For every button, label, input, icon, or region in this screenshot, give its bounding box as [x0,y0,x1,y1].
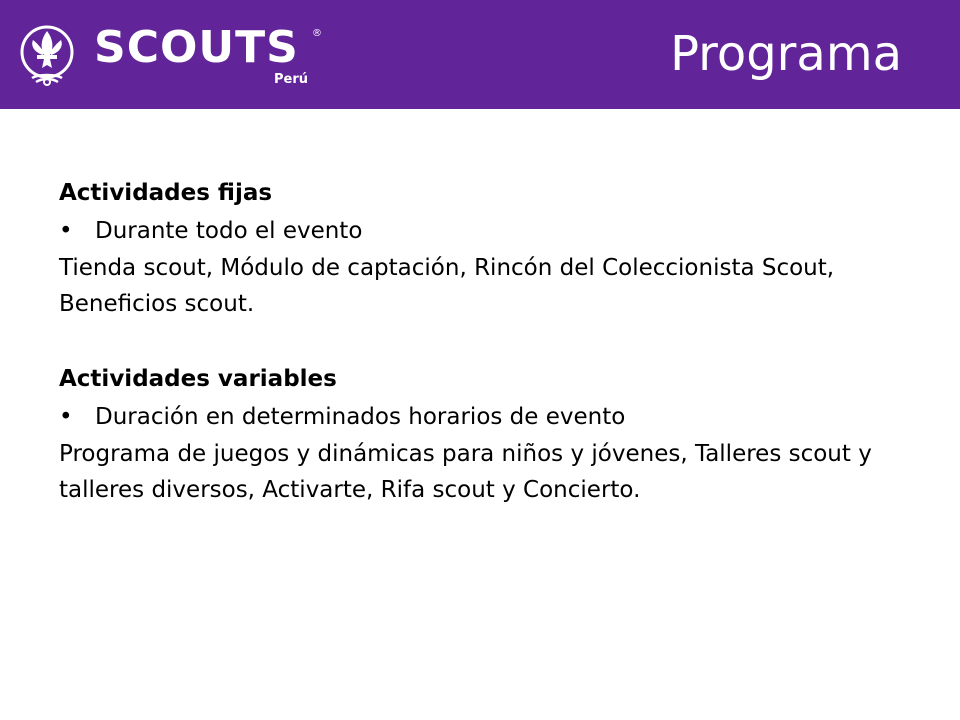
bullet-item-fixed [59,212,899,250]
registered-mark: ® [312,28,322,39]
section-heading-variable: Actividades variables [59,366,337,392]
spacer [59,322,899,360]
bullet-item-variable [59,398,899,436]
logo-wordmark: SCOUTS [94,22,299,73]
section-heading-fixed: Actividades fijas [59,180,273,206]
bullet-text: Duración en determinados horarios de evento [95,404,626,430]
header-bar [0,0,960,109]
fleur-de-lis-icon [18,22,76,90]
logo-country: Perú [274,72,309,87]
slide-body [59,174,899,508]
slide-title: Programa [670,26,902,82]
bullet-marker: • [59,218,73,244]
section-body-variable: Programa de juegos y dinámicas para niños y jóvenes, Talleres scout y talleres diversos, Activarte, Rifa scout y Concierto. [59,441,872,503]
bullet-marker: • [59,404,73,430]
section-body-fixed: Tienda scout, Módulo de captación, Rincón del Coleccionista Scout, Beneficios scout. [59,255,835,317]
bullet-text: Durante todo el evento [95,218,363,244]
scouts-peru-logo [18,22,328,92]
